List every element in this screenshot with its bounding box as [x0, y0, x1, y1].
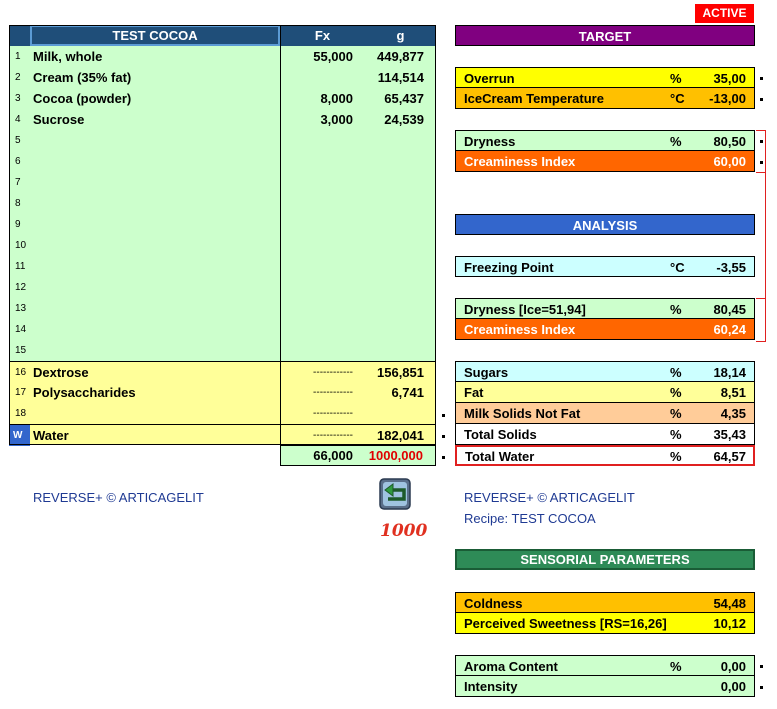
- ingredient-fx[interactable]: [280, 319, 365, 340]
- ingredient-name[interactable]: [30, 340, 280, 361]
- ingredient-row[interactable]: [9, 424, 436, 445]
- ingredient-row[interactable]: [9, 88, 436, 109]
- ingredient-name[interactable]: Cream (35% fat): [33, 70, 132, 85]
- analysis-fat-label: Fat: [464, 385, 484, 400]
- ingredient-fx[interactable]: [280, 256, 365, 277]
- ingredient-fx[interactable]: ------------: [313, 387, 353, 398]
- row-number: 17: [15, 387, 27, 398]
- ingredient-fx[interactable]: ------------: [313, 408, 353, 419]
- target-overrun-label: Overrun: [464, 71, 515, 86]
- target-dryness-value[interactable]: 80,50: [713, 134, 746, 149]
- analysis-fat-value: 8,51: [720, 385, 746, 400]
- analysis-dryness-label: Dryness [Ice=51,94]: [464, 302, 586, 317]
- row-number: 6: [15, 156, 21, 167]
- analysis-msnf-row: [455, 403, 755, 424]
- target-temperature-label: IceCream Temperature: [464, 91, 604, 106]
- row-number: 4: [15, 114, 21, 125]
- sensorial-coldness-value: 54,48: [713, 596, 746, 611]
- row-number: 13: [15, 303, 27, 314]
- ingredient-name[interactable]: [30, 172, 280, 193]
- ingredient-grams: [365, 298, 436, 319]
- analysis-dryness-row: [455, 298, 755, 319]
- analysis-total-water-value: 64,57: [713, 449, 746, 464]
- ingredient-grams: [365, 130, 436, 151]
- ingredient-fx[interactable]: [280, 340, 365, 361]
- ingredient-grams: [365, 403, 436, 424]
- sensorial-intensity-row[interactable]: [455, 676, 755, 697]
- ingredient-row[interactable]: [9, 46, 436, 67]
- sensorial-aroma-row[interactable]: [455, 655, 755, 676]
- ingredient-grams: [365, 193, 436, 214]
- target-dryness-unit: %: [670, 134, 682, 149]
- analysis-msnf-value: 4,35: [720, 406, 746, 421]
- analysis-sugars-label: Sugars: [464, 365, 509, 380]
- row-marker: [760, 77, 763, 80]
- ingredient-grams: [365, 319, 436, 340]
- ingredient-name[interactable]: Polysaccharides: [33, 385, 136, 400]
- row-number: 2: [15, 72, 21, 83]
- row-number: 11: [15, 261, 26, 272]
- ingredient-grams: [365, 277, 436, 298]
- analysis-total-water-row: [455, 445, 755, 466]
- ingredient-name[interactable]: Sucrose: [33, 112, 85, 127]
- ingredient-grams: [365, 151, 436, 172]
- analysis-total-solids-value: 35,43: [713, 427, 746, 442]
- ingredient-row[interactable]: [9, 340, 436, 361]
- ingredient-name[interactable]: [30, 298, 280, 319]
- ingredient-name[interactable]: [30, 214, 280, 235]
- target-dryness-label: Dryness: [464, 134, 516, 149]
- row-number: 8: [15, 198, 21, 209]
- sensorial-header: SENSORIAL PARAMETERS: [455, 549, 755, 570]
- sensorial-aroma-value[interactable]: 0,00: [720, 659, 746, 674]
- row-number: 5: [15, 135, 21, 146]
- analysis-freezing-value: -3,55: [716, 260, 746, 275]
- ingredient-row[interactable]: [9, 382, 436, 403]
- row-18-marker: [442, 414, 445, 417]
- table-header: [9, 25, 436, 46]
- bracket-divider: [756, 172, 766, 173]
- analysis-dryness-unit: %: [670, 302, 682, 317]
- ingredient-grams: [365, 340, 436, 361]
- ingredient-name[interactable]: Water: [33, 428, 69, 443]
- ingredient-row[interactable]: [9, 172, 436, 193]
- analysis-freezing-row: [455, 256, 755, 277]
- target-header: TARGET: [455, 25, 755, 46]
- button-caption: 1000: [380, 521, 428, 541]
- column-divider: [280, 25, 281, 445]
- analysis-total-solids-label: Total Solids: [464, 427, 537, 442]
- totals-row: [280, 445, 436, 466]
- ingredient-row[interactable]: [9, 256, 436, 277]
- analysis-creaminess-value: 60,24: [713, 322, 746, 337]
- row-w-marker: [442, 435, 445, 438]
- ingredient-fx[interactable]: [280, 193, 365, 214]
- ingredient-row[interactable]: [9, 361, 436, 382]
- analysis-freezing-unit: °C: [670, 260, 685, 275]
- ingredient-row[interactable]: [9, 403, 436, 424]
- ingredient-fx[interactable]: ------------: [313, 430, 353, 441]
- totals-marker: [442, 456, 445, 459]
- ingredient-row[interactable]: [9, 277, 436, 298]
- total-fx: 66,000: [313, 448, 353, 463]
- row-number: 12: [15, 282, 27, 293]
- sensorial-aroma-label: Aroma Content: [464, 659, 558, 674]
- analysis-creaminess-label: Creaminess Index: [464, 322, 576, 337]
- analysis-msnf-unit: %: [670, 406, 682, 421]
- ingredient-grams: [365, 235, 436, 256]
- ingredient-fx[interactable]: ------------: [313, 367, 353, 378]
- analysis-msnf-label: Milk Solids Not Fat: [464, 406, 581, 421]
- ingredient-fx[interactable]: [280, 67, 365, 88]
- ingredient-grams: [365, 256, 436, 277]
- target-creaminess-label: Creaminess Index: [464, 154, 576, 169]
- sensorial-coldness-row: [455, 592, 755, 613]
- row-number: 3: [15, 93, 21, 104]
- ingredient-name[interactable]: Milk, whole: [33, 49, 103, 64]
- ingredient-fx[interactable]: 55,000: [313, 49, 353, 64]
- analysis-total-solids-row: [455, 424, 755, 445]
- ingredient-fx[interactable]: [280, 130, 365, 151]
- analysis-sugars-value: 18,14: [713, 365, 746, 380]
- ingredient-row[interactable]: [9, 130, 436, 151]
- sensorial-intensity-label: Intensity: [464, 679, 518, 694]
- ingredient-name[interactable]: Cocoa (powder): [33, 91, 132, 106]
- target-overrun-value[interactable]: 35,00: [713, 71, 746, 86]
- ingredient-name[interactable]: [30, 235, 280, 256]
- ingredient-fx[interactable]: [280, 277, 365, 298]
- sensorial-intensity-value[interactable]: 0,00: [720, 679, 746, 694]
- ingredient-fx[interactable]: [280, 298, 365, 319]
- ingredient-fx[interactable]: 8,000: [320, 91, 353, 106]
- target-creaminess-row[interactable]: [455, 151, 755, 172]
- analysis-header: ANALYSIS: [455, 214, 755, 235]
- ingredient-row[interactable]: [9, 298, 436, 319]
- ingredient-fx[interactable]: [280, 235, 365, 256]
- ingredient-grams: 24,539: [384, 112, 424, 127]
- sensorial-sweetness-value: 10,12: [713, 616, 746, 631]
- ingredient-name[interactable]: [30, 151, 280, 172]
- footer-brand-right: REVERSE+ © ARTICAGELIT: [464, 490, 635, 505]
- ingredient-row[interactable]: [9, 109, 436, 130]
- row-number: 16: [15, 367, 27, 378]
- sensorial-coldness-label: Coldness: [464, 596, 523, 611]
- ingredient-row[interactable]: [9, 193, 436, 214]
- bracket-divider: [756, 298, 766, 299]
- ingredient-row[interactable]: [9, 319, 436, 340]
- row-marker: [760, 686, 763, 689]
- ingredient-row[interactable]: [9, 214, 436, 235]
- row-number: 14: [15, 324, 27, 335]
- ingredient-name[interactable]: [30, 256, 280, 277]
- total-g: 1000,000: [368, 448, 423, 463]
- row-marker: [760, 665, 763, 668]
- reverse-button[interactable]: [378, 477, 416, 513]
- target-temperature-row[interactable]: [455, 88, 755, 109]
- analysis-spacer: [455, 235, 755, 256]
- target-spacer: [455, 46, 755, 67]
- undo-arrow-icon: [378, 477, 416, 513]
- row-number: 9: [15, 219, 21, 230]
- active-badge: ACTIVE: [695, 4, 754, 23]
- ingredient-name[interactable]: [30, 130, 280, 151]
- target-overrun-unit: %: [670, 71, 682, 86]
- sensorial-spacer: [455, 570, 755, 591]
- analysis-total-water-unit: %: [670, 449, 682, 464]
- analysis-dryness-value: 80,45: [713, 302, 746, 317]
- ingredient-grams: 449,877: [377, 49, 424, 64]
- target-dryness-row[interactable]: [455, 130, 755, 151]
- ingredient-name[interactable]: [30, 403, 280, 424]
- row-number: 1: [15, 51, 21, 62]
- sensorial-sweetness-label: Perceived Sweetness [RS=16,26]: [464, 616, 667, 631]
- row-number: 7: [15, 177, 21, 188]
- ingredient-grams: 114,514: [377, 70, 424, 85]
- header-fx: Fx: [280, 25, 365, 46]
- target-temperature-unit: °C: [670, 91, 685, 106]
- footer-brand-left: REVERSE+ © ARTICAGELIT: [33, 490, 204, 505]
- target-temperature-value[interactable]: -13,00: [709, 91, 746, 106]
- sensorial-sweetness-row: [455, 613, 755, 634]
- row-number: 18: [15, 408, 27, 419]
- sensorial-aroma-unit: %: [670, 659, 682, 674]
- header-g: g: [365, 25, 436, 46]
- analysis-sugars-row: [455, 361, 755, 382]
- analysis-total-water-label: Total Water: [465, 449, 535, 464]
- recipe-title[interactable]: TEST COCOA: [30, 25, 280, 46]
- ingredient-row[interactable]: [9, 235, 436, 256]
- ingredient-grams: 156,851: [377, 365, 424, 380]
- analysis-fat-row: [455, 382, 755, 403]
- ingredient-row[interactable]: [9, 67, 436, 88]
- header-num-cell: [9, 25, 30, 46]
- ingredient-name[interactable]: [30, 277, 280, 298]
- analysis-sugars-unit: %: [670, 365, 682, 380]
- recipe-name: Recipe: TEST COCOA: [464, 511, 596, 526]
- ingredient-name[interactable]: [30, 319, 280, 340]
- ingredient-fx[interactable]: 3,000: [320, 112, 353, 127]
- analysis-freezing-label: Freezing Point: [464, 260, 554, 275]
- ingredient-grams: [365, 214, 436, 235]
- target-creaminess-value[interactable]: 60,00: [713, 154, 746, 169]
- analysis-total-solids-unit: %: [670, 427, 682, 442]
- ingredient-name[interactable]: Dextrose: [33, 365, 89, 380]
- row-number: W: [9, 425, 30, 446]
- analysis-creaminess-row: [455, 319, 755, 340]
- ingredient-fx[interactable]: [280, 214, 365, 235]
- ingredient-grams: 65,437: [384, 91, 424, 106]
- ingredient-fx[interactable]: [280, 151, 365, 172]
- analysis-fat-unit: %: [670, 385, 682, 400]
- ingredient-name[interactable]: [30, 193, 280, 214]
- ingredient-grams: 182,041: [377, 428, 424, 443]
- row-number: 15: [15, 345, 27, 356]
- ingredient-grams: [365, 172, 436, 193]
- target-overrun-row[interactable]: [455, 67, 755, 88]
- dryness-link-bracket: [756, 130, 766, 342]
- row-number: 10: [15, 240, 27, 251]
- ingredient-fx[interactable]: [280, 172, 365, 193]
- ingredient-grams: 6,741: [391, 385, 424, 400]
- ingredient-row[interactable]: [9, 151, 436, 172]
- row-marker: [760, 98, 763, 101]
